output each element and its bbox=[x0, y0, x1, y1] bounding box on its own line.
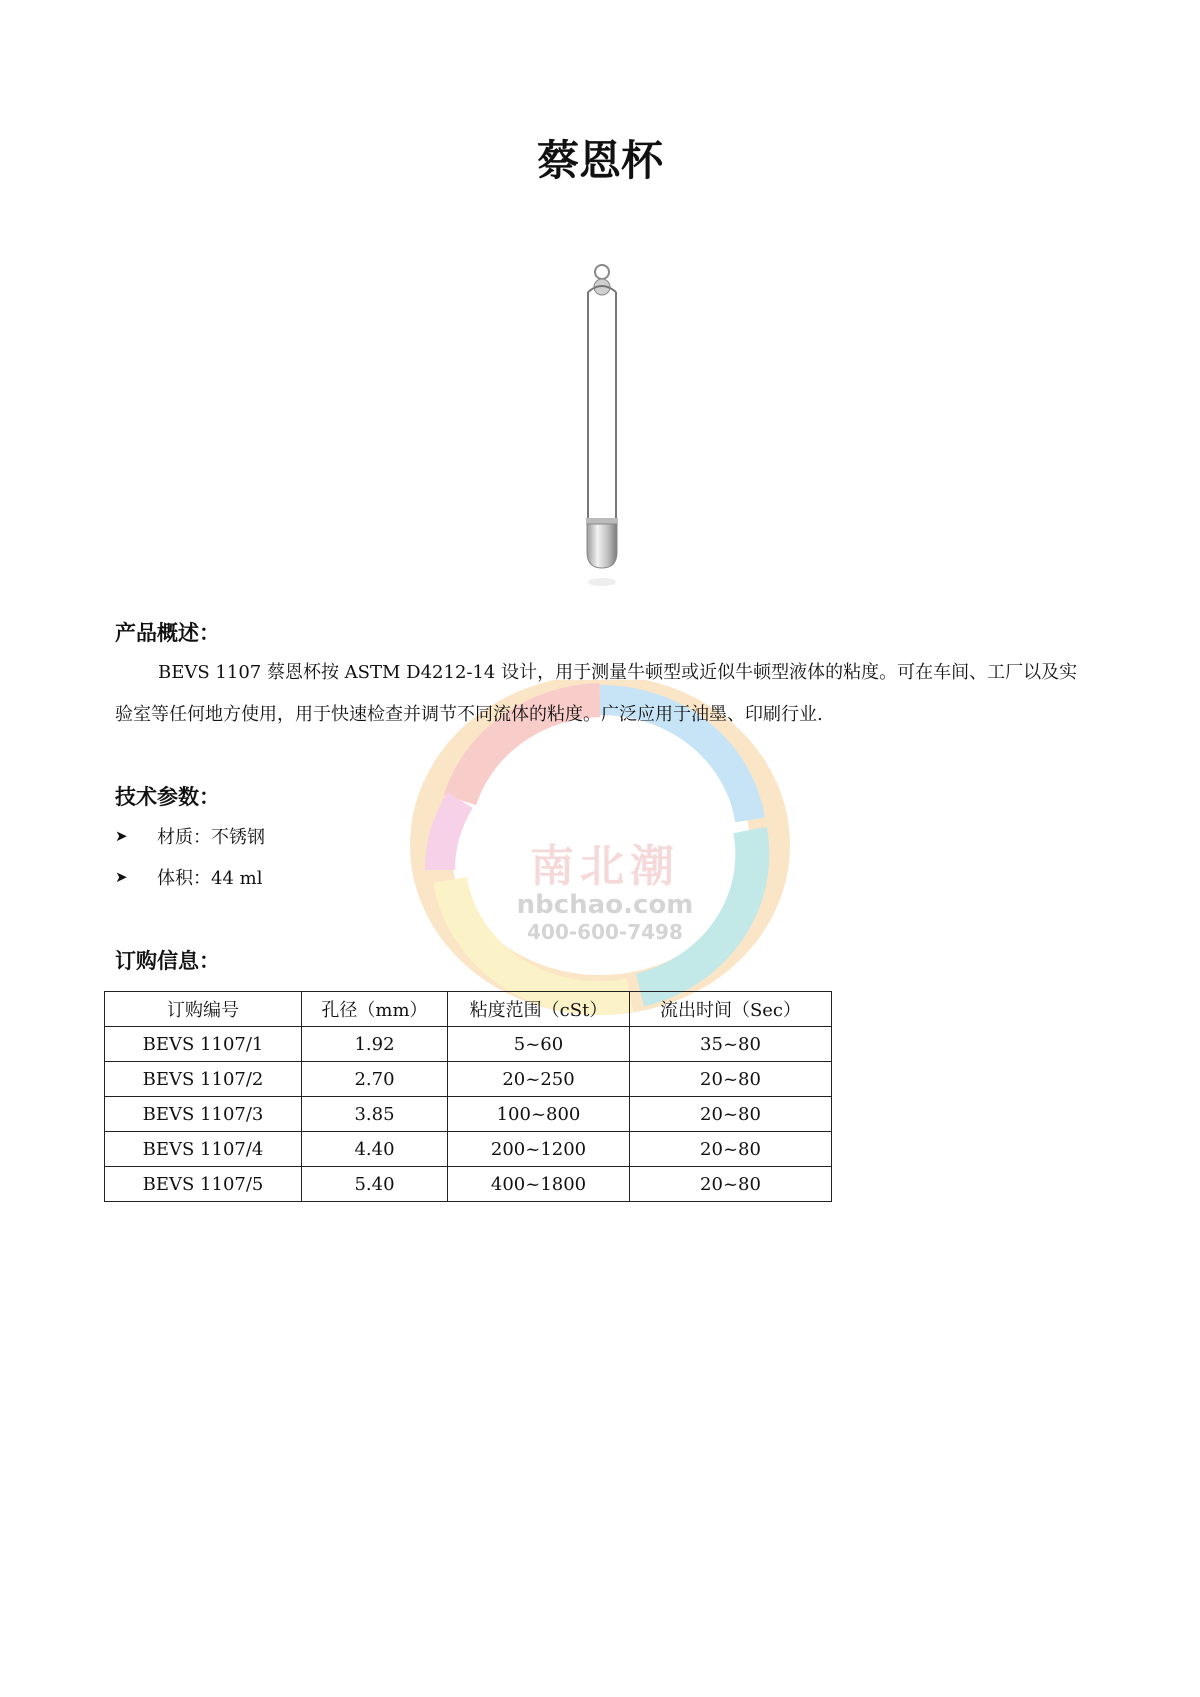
table-cell: BEVS 1107/5 bbox=[105, 1167, 302, 1202]
spec-item bbox=[115, 863, 262, 891]
ordering-heading: 订购信息： bbox=[115, 949, 220, 973]
table-cell: BEVS 1107/2 bbox=[105, 1062, 302, 1097]
table-cell: 1.92 bbox=[302, 1027, 448, 1062]
table-cell: 400~1800 bbox=[448, 1167, 630, 1202]
specs-heading: 技术参数： bbox=[115, 785, 220, 809]
product-image bbox=[560, 262, 650, 592]
table-row bbox=[105, 1027, 832, 1062]
table-cell: BEVS 1107/3 bbox=[105, 1097, 302, 1132]
table-cell: 3.85 bbox=[302, 1097, 448, 1132]
watermark-url: nbchao.com bbox=[516, 890, 694, 920]
table-cell: 5.40 bbox=[302, 1167, 448, 1202]
table-cell: 200~1200 bbox=[448, 1132, 630, 1167]
table-cell: 5~60 bbox=[448, 1027, 630, 1062]
table-cell: 35~80 bbox=[630, 1027, 832, 1062]
column-header: 流出时间（Sec） bbox=[630, 992, 832, 1027]
table-row bbox=[105, 1167, 832, 1202]
ordering-table bbox=[104, 991, 832, 1202]
arrowhead-bullet-icon: ➤ bbox=[115, 868, 128, 886]
overview-text: BEVS 1107 蔡恩杯按 ASTM D4212-14 设计，用于测量牛顿型或近似牛顿型液体的粘度。可在车间、工厂以及实验室等任何地方使用，用于快速检查并调节不同流体的粘度。广泛应用于油墨、印刷行业. bbox=[115, 662, 1078, 725]
table-cell: 4.40 bbox=[302, 1132, 448, 1167]
table-header-row bbox=[105, 992, 832, 1027]
overview-heading: 产品概述： bbox=[115, 621, 220, 645]
watermark-brand: 南北潮 bbox=[530, 841, 680, 892]
table-row bbox=[105, 1132, 832, 1167]
table-cell: 20~80 bbox=[630, 1132, 832, 1167]
table-row bbox=[105, 1097, 832, 1132]
spec-volume: 体积：44 ml bbox=[157, 868, 263, 889]
table-cell: 20~80 bbox=[630, 1062, 832, 1097]
table-cell: 2.70 bbox=[302, 1062, 448, 1097]
watermark-text bbox=[500, 830, 710, 944]
table-cell: 20~250 bbox=[448, 1062, 630, 1097]
table-cell: 20~80 bbox=[630, 1167, 832, 1202]
table-cell: 100~800 bbox=[448, 1097, 630, 1132]
spec-item bbox=[115, 822, 265, 850]
column-header: 订购编号 bbox=[105, 992, 302, 1027]
table-cell: BEVS 1107/1 bbox=[105, 1027, 302, 1062]
column-header: 粘度范围（cSt） bbox=[448, 992, 630, 1027]
page-title: 蔡恩杯 bbox=[536, 136, 663, 185]
watermark-phone: 400-600-7498 bbox=[527, 920, 683, 944]
arrowhead-bullet-icon: ➤ bbox=[115, 827, 128, 845]
table-cell: 20~80 bbox=[630, 1097, 832, 1132]
column-header: 孔径（mm） bbox=[302, 992, 448, 1027]
table-cell: BEVS 1107/4 bbox=[105, 1132, 302, 1167]
overview-paragraph bbox=[115, 652, 1095, 736]
table-row bbox=[105, 1062, 832, 1097]
spec-material: 材质：不锈钢 bbox=[157, 827, 265, 848]
